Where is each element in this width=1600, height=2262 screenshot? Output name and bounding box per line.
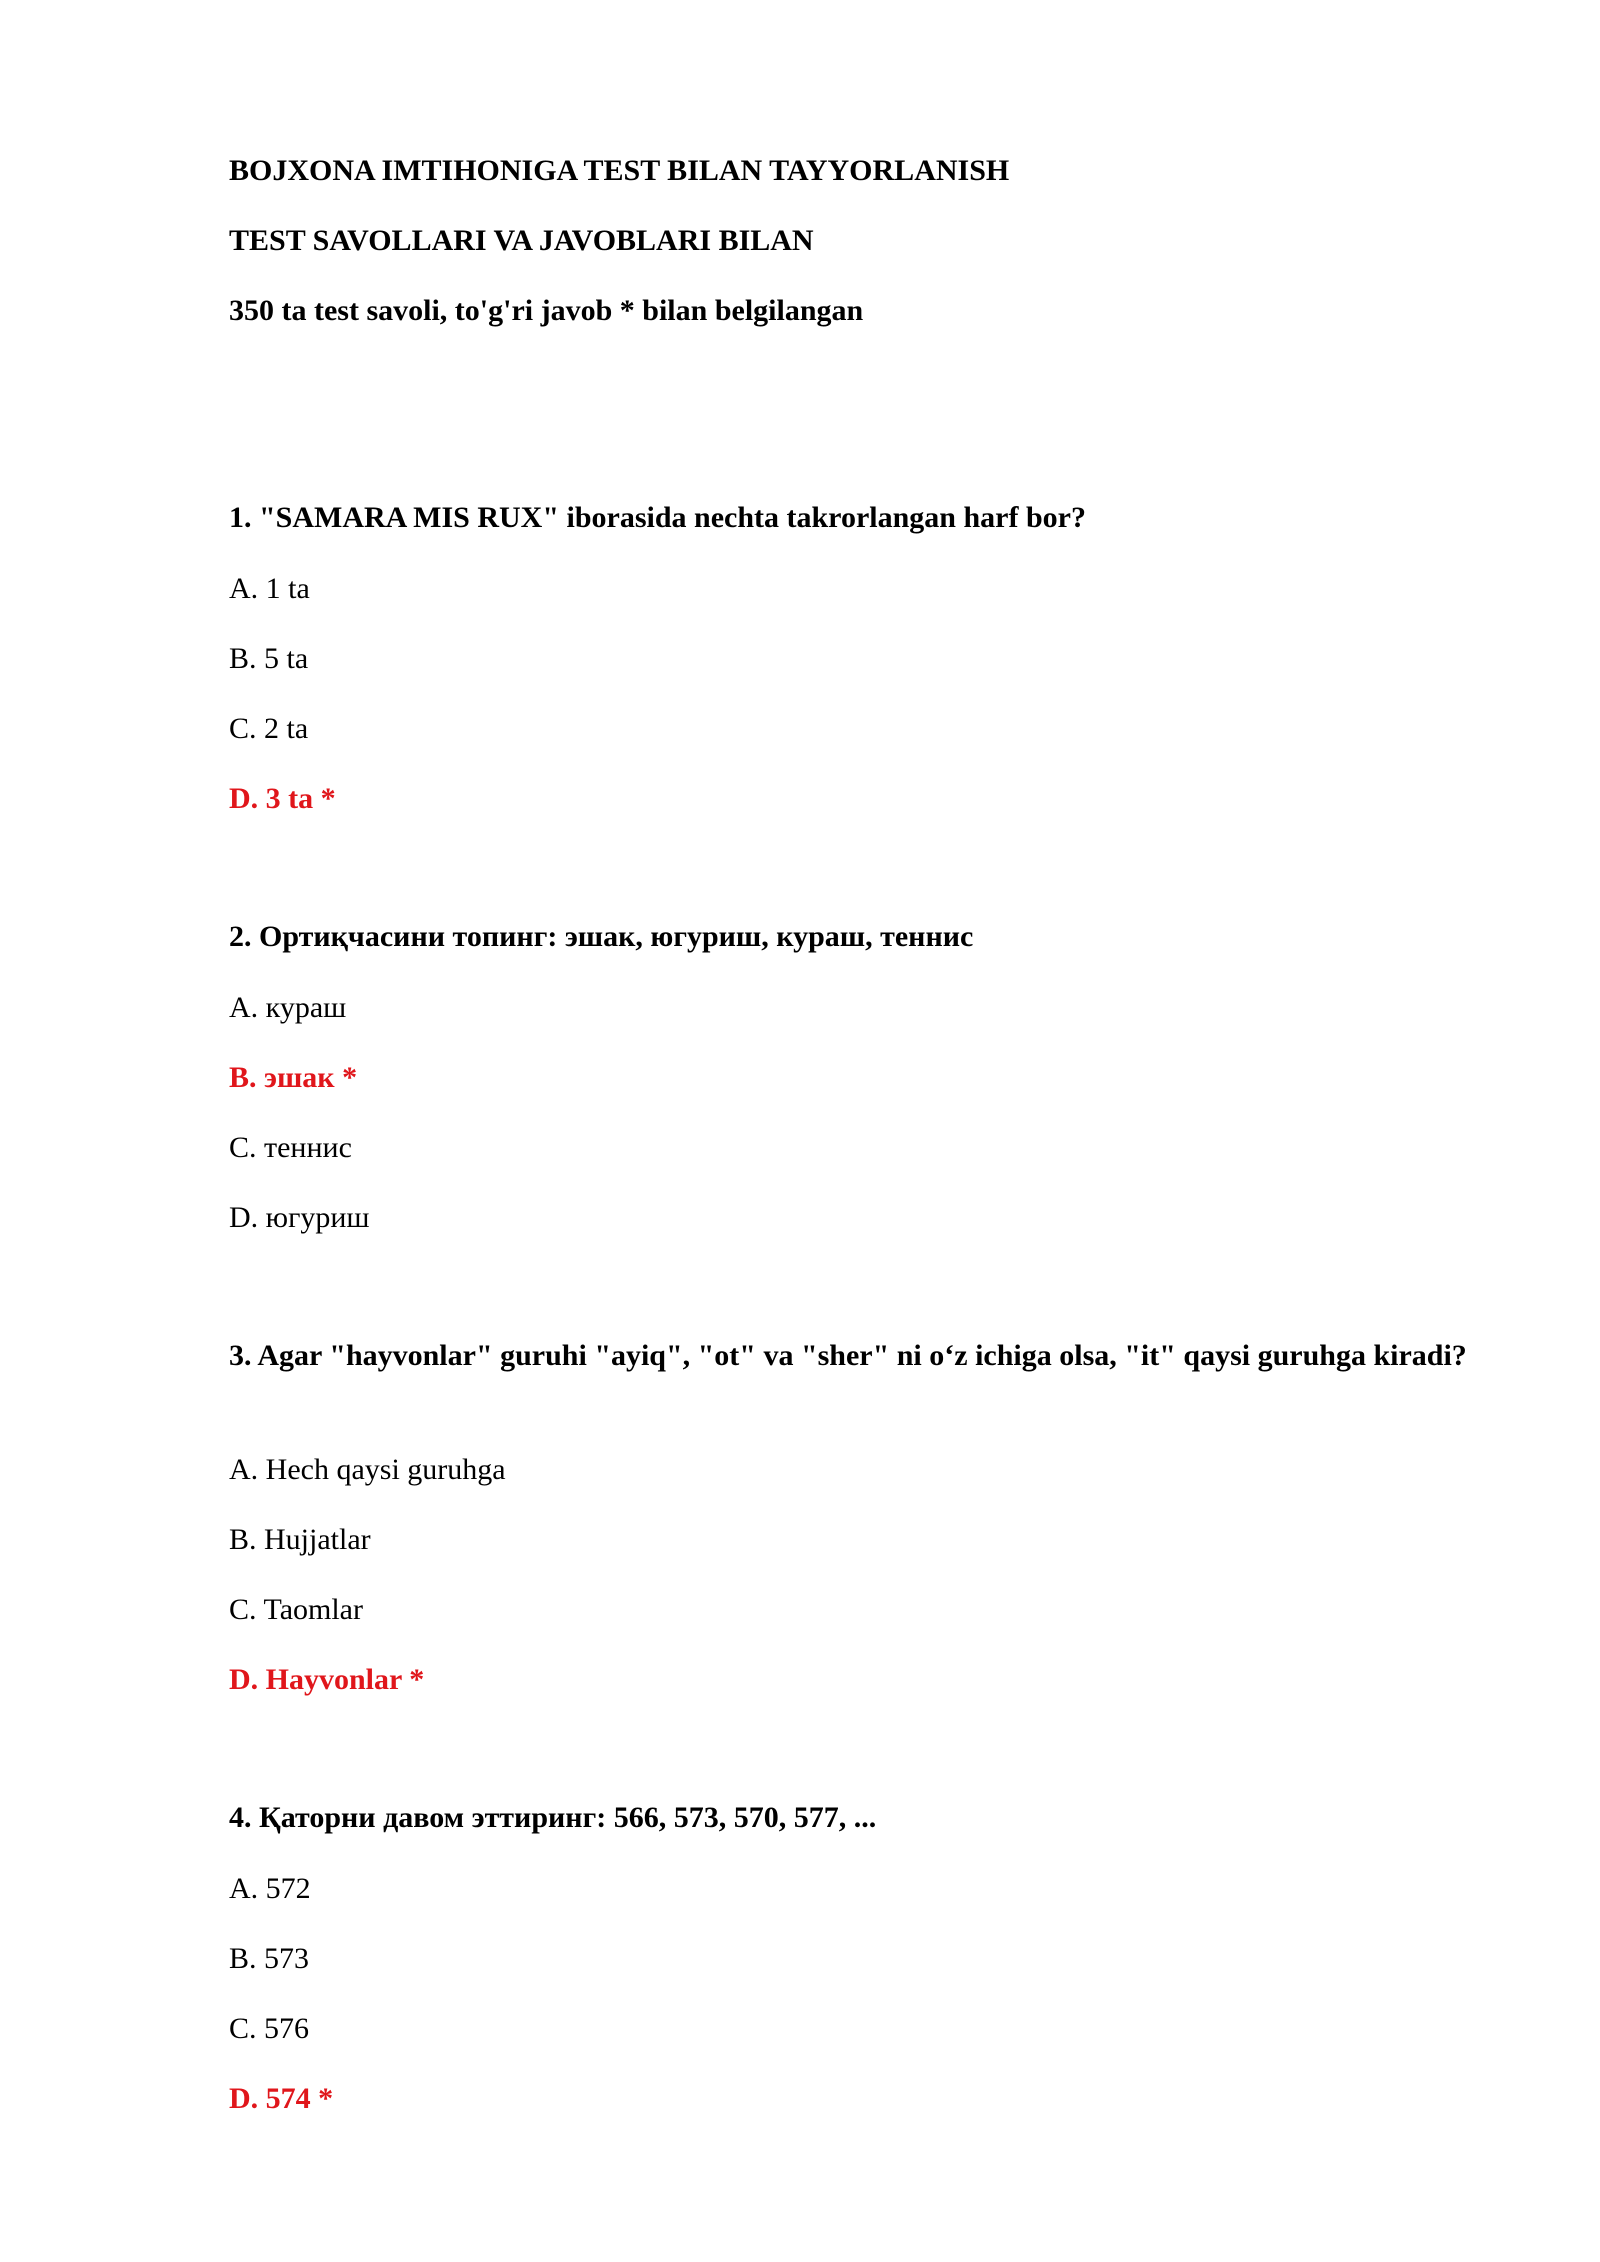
answer-option-d: D. югуриш bbox=[229, 1201, 370, 1234]
question-text: 3. Agar "hayvonlar" guruhi "ayiq", "ot" va "sher" ni o‘z ichiga olsa, "it" qaysi guruhga kiradi? bbox=[229, 1339, 1467, 1372]
answer-option-d-correct: D. Hayvonlar * bbox=[229, 1663, 425, 1696]
answer-option-a: A. 1 ta bbox=[229, 572, 310, 605]
answer-option-c: C. 2 ta bbox=[229, 712, 309, 745]
document-subtitle: TEST SAVOLLARI VA JAVOBLARI BILAN bbox=[229, 224, 814, 257]
answer-option-a: A. Hech qaysi guruhga bbox=[229, 1453, 506, 1486]
document-title: BOJXONA IMTIHONIGA TEST BILAN TAYYORLANISH bbox=[229, 154, 1010, 187]
answer-option-b: B. 5 ta bbox=[229, 642, 309, 675]
answer-option-a: A. кураш bbox=[229, 991, 347, 1024]
answer-option-a: A. 572 bbox=[229, 1872, 311, 1905]
answer-option-b: B. 573 bbox=[229, 1942, 310, 1975]
answer-option-b: B. Hujjatlar bbox=[229, 1523, 371, 1556]
answer-option-d-correct: D. 3 ta * bbox=[229, 782, 336, 815]
question-text: 2. Ортиқчасини топинг: эшак, югуриш, кураш, теннис bbox=[229, 920, 974, 953]
document-note: 350 ta test savoli, to'g'ri javob * bilan belgilangan bbox=[229, 294, 864, 327]
question-text: 4. Қаторни давом эттиринг: 566, 573, 570, 577, ... bbox=[229, 1801, 877, 1834]
answer-option-c: C. 576 bbox=[229, 2012, 310, 2045]
answer-option-c: C. теннис bbox=[229, 1131, 352, 1164]
question-text: 1. "SAMARA MIS RUX" iborasida nechta takrorlangan harf bor? bbox=[229, 501, 1086, 534]
answer-option-b-correct: B. эшак * bbox=[229, 1061, 358, 1094]
answer-option-c: C. Taomlar bbox=[229, 1593, 363, 1626]
answer-option-d-correct: D. 574 * bbox=[229, 2082, 334, 2115]
